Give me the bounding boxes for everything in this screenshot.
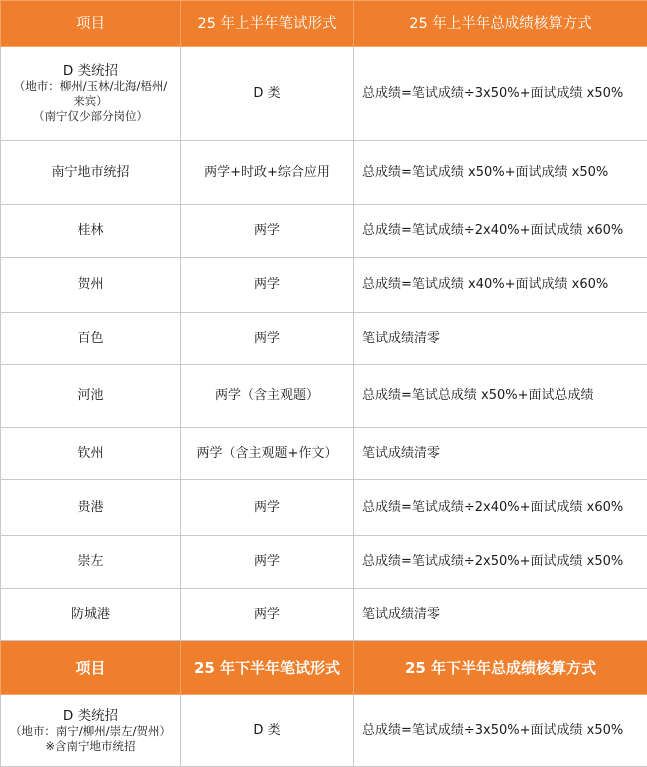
table-row [1,365,647,428]
header-item: 项目 [1,641,181,695]
row-method-cell: 总成绩=笔试成绩÷3x50%+面试成绩 x50% [354,47,647,141]
header-item: 项目 [1,1,181,47]
row-item-cell: 防城港 [1,589,181,641]
row-item-cell: 钦州 [1,428,181,480]
row-method-cell: 总成绩=笔试总成绩 x50%+面试总成绩 [354,365,647,428]
table-row [1,258,647,313]
row-item-cell: 贵港 [1,480,181,536]
row-form-cell: 两学（含主观题） [181,365,354,428]
row-item-cell: 百色 [1,313,181,365]
row-form-cell: 两学 [181,589,354,641]
row-method-cell: 总成绩=笔试成绩÷2x40%+面试成绩 x60% [354,480,647,536]
item-title: D 类统招 [7,63,174,79]
row-form-cell: 两学（含主观题+作文） [181,428,354,480]
row-item-cell: 南宁地市统招 [1,141,181,205]
table-row [1,695,647,767]
row-form-cell: D 类 [181,695,354,767]
row-method-cell: 笔试成绩清零 [354,313,647,365]
header-row-first-half [1,1,647,47]
row-form-cell: 两学 [181,313,354,365]
table-row [1,480,647,536]
item-note: （南宁仅少部分岗位） [7,109,174,124]
header-exam-form: 25 年下半年笔试形式 [181,641,354,695]
row-item-cell: 桂林 [1,205,181,258]
item-note: （地市：柳州/玉林/北海/梧州/ [7,79,174,94]
row-item-cell: 贺州 [1,258,181,313]
row-item-cell: 崇左 [1,536,181,589]
row-form-cell: 两学 [181,205,354,258]
row-form-cell: 两学+时政+综合应用 [181,141,354,205]
table-row [1,141,647,205]
table-row [1,47,647,141]
item-title: D 类统招 [7,708,174,724]
header-score-method: 25 年下半年总成绩核算方式 [354,641,647,695]
row-method-cell: 总成绩=笔试成绩 x40%+面试成绩 x60% [354,258,647,313]
row-item-cell [1,47,181,141]
row-method-cell: 总成绩=笔试成绩÷2x40%+面试成绩 x60% [354,205,647,258]
header-row-second-half [1,641,647,695]
row-form-cell: 两学 [181,480,354,536]
table-row [1,428,647,480]
row-method-cell: 笔试成绩清零 [354,428,647,480]
row-method-cell: 笔试成绩清零 [354,589,647,641]
table-row [1,536,647,589]
row-form-cell: D 类 [181,47,354,141]
item-note: （地市：南宁/柳州/崇左/贺州） [7,724,174,739]
item-note: 来宾） [7,94,174,109]
row-method-cell: 总成绩=笔试成绩÷2x50%+面试成绩 x50% [354,536,647,589]
table-row [1,313,647,365]
item-note: ※含南宁地市统招 [7,739,174,754]
header-exam-form: 25 年上半年笔试形式 [181,1,354,47]
table-row [1,589,647,641]
row-form-cell: 两学 [181,258,354,313]
row-item-cell [1,695,181,767]
row-item-cell: 河池 [1,365,181,428]
table-row [1,205,647,258]
header-score-method: 25 年上半年总成绩核算方式 [354,1,647,47]
row-method-cell: 总成绩=笔试成绩 x50%+面试成绩 x50% [354,141,647,205]
row-method-cell: 总成绩=笔试成绩÷3x50%+面试成绩 x50% [354,695,647,767]
row-form-cell: 两学 [181,536,354,589]
